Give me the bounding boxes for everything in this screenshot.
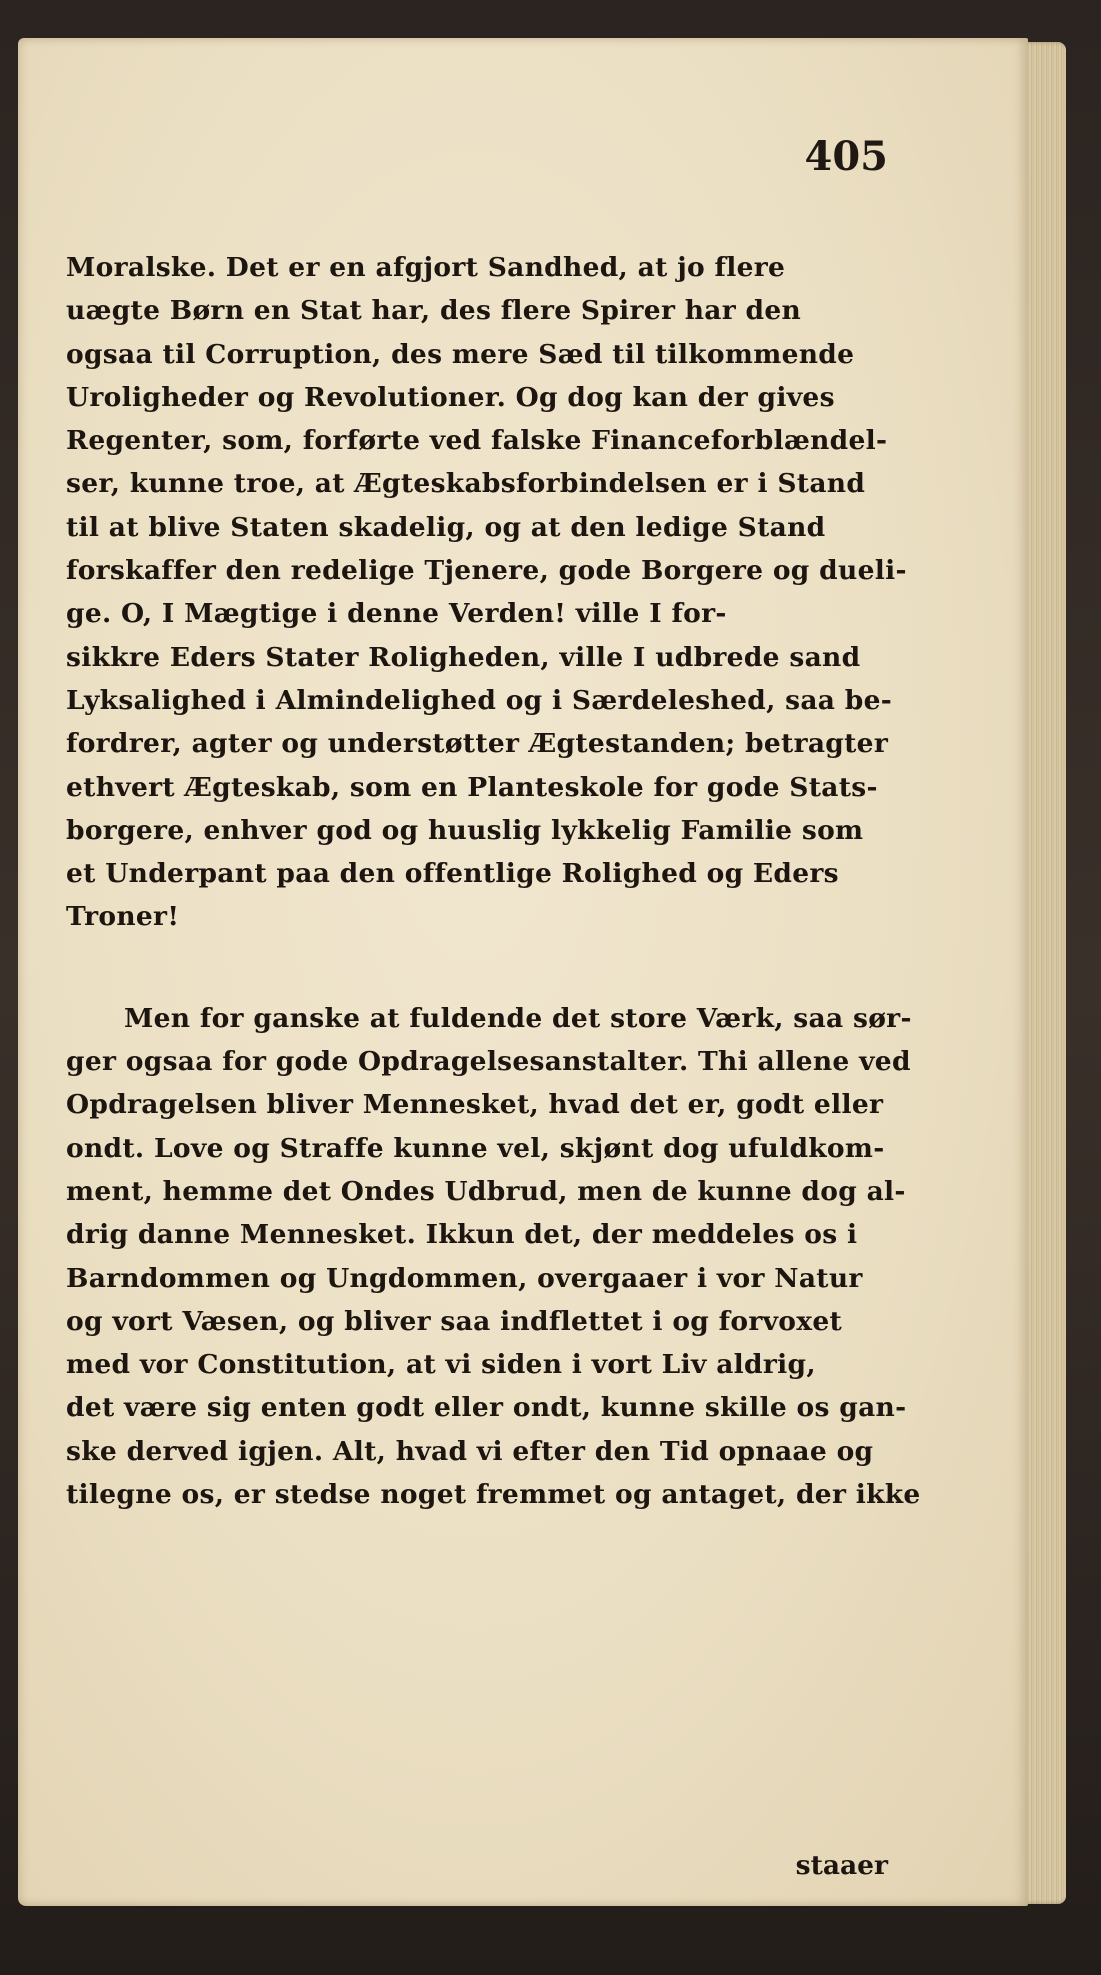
text-line: det være sig enten godt eller ondt, kunne skille os gan- bbox=[66, 1392, 907, 1424]
text-line: borgere, enhver god og huuslig lykkelig Familie som bbox=[66, 814, 864, 846]
paragraph-gap bbox=[66, 939, 976, 997]
text-line: Regenter, som, forførte ved falske Financeforblændel- bbox=[66, 425, 888, 457]
book-page bbox=[18, 38, 1028, 1906]
text-line: forskaffer den redelige Tjenere, gode Borgere og dueli- bbox=[66, 555, 907, 587]
paragraph-1 bbox=[66, 246, 976, 939]
text-line: ment, hemme det Ondes Udbrud, men de kunne dog al- bbox=[66, 1175, 906, 1207]
text-line: uægte Børn en Stat har, des flere Spirer har den bbox=[66, 295, 802, 327]
text-line: Moralske. Det er en afgjort Sandhed, at jo flere bbox=[66, 252, 786, 283]
text-line: drig danne Mennesket. Ikkun det, der meddeles os i bbox=[66, 1219, 858, 1251]
text-line: Lyksalighed i Almindelighed og i Særdeleshed, saa be- bbox=[66, 684, 893, 716]
text-line: til at blive Staten skadelig, og at den ledige Stand bbox=[66, 511, 826, 543]
page-edges bbox=[1022, 42, 1066, 1904]
text-line: ske derved igjen. Alt, hvad vi efter den Tid opnaae og bbox=[66, 1435, 874, 1467]
text-line: ger ogsaa for gode Opdragelsesanstalter. Thi allene ved bbox=[66, 1046, 911, 1078]
text-line: ondt. Love og Straffe kunne vel, skjønt dog ufuldkom- bbox=[66, 1132, 885, 1164]
text-line: ogsaa til Corruption, des mere Sæd til tilkommende bbox=[66, 338, 855, 370]
text-line: ethvert Ægteskab, som en Planteskole for gode Stats- bbox=[66, 771, 878, 803]
text-line: tilegne os, er stedse noget fremmet og antaget, der ikke bbox=[66, 1479, 921, 1511]
text-line: Troner! bbox=[66, 901, 180, 933]
text-line: og vort Væsen, og bliver saa indflettet i og forvoxet bbox=[66, 1305, 843, 1337]
text-line: fordrer, agter og understøtter Ægtestanden; betragter bbox=[66, 728, 889, 760]
text-line: Men for ganske at fuldende det store Værk, saa sør- bbox=[124, 1002, 912, 1034]
text-line: et Underpant paa den offentlige Rolighed og Eders bbox=[66, 858, 839, 890]
page-number: 405 bbox=[804, 133, 888, 180]
text-line: sikkre Eders Stater Roligheden, ville I udbrede sand bbox=[66, 641, 861, 673]
text-line: Uroligheder og Revolutioner. Og dog kan der gives bbox=[66, 381, 835, 413]
text-line: Opdragelsen bliver Mennesket, hvad det er, godt eller bbox=[66, 1089, 884, 1121]
text-line: Barndommen og Ungdommen, overgaaer i vor Natur bbox=[66, 1262, 863, 1294]
paragraph-2 bbox=[66, 997, 976, 1517]
text-line: ge. O, I Mægtige i denne Verden! ville I for- bbox=[66, 598, 727, 630]
body-text bbox=[66, 246, 976, 1516]
text-line: med vor Constitution, at vi siden i vort Liv aldrig, bbox=[66, 1349, 816, 1381]
text-line: ser, kunne troe, at Ægteskabsforbindelsen er i Stand bbox=[66, 468, 866, 500]
catchword: staaer bbox=[795, 1850, 888, 1881]
